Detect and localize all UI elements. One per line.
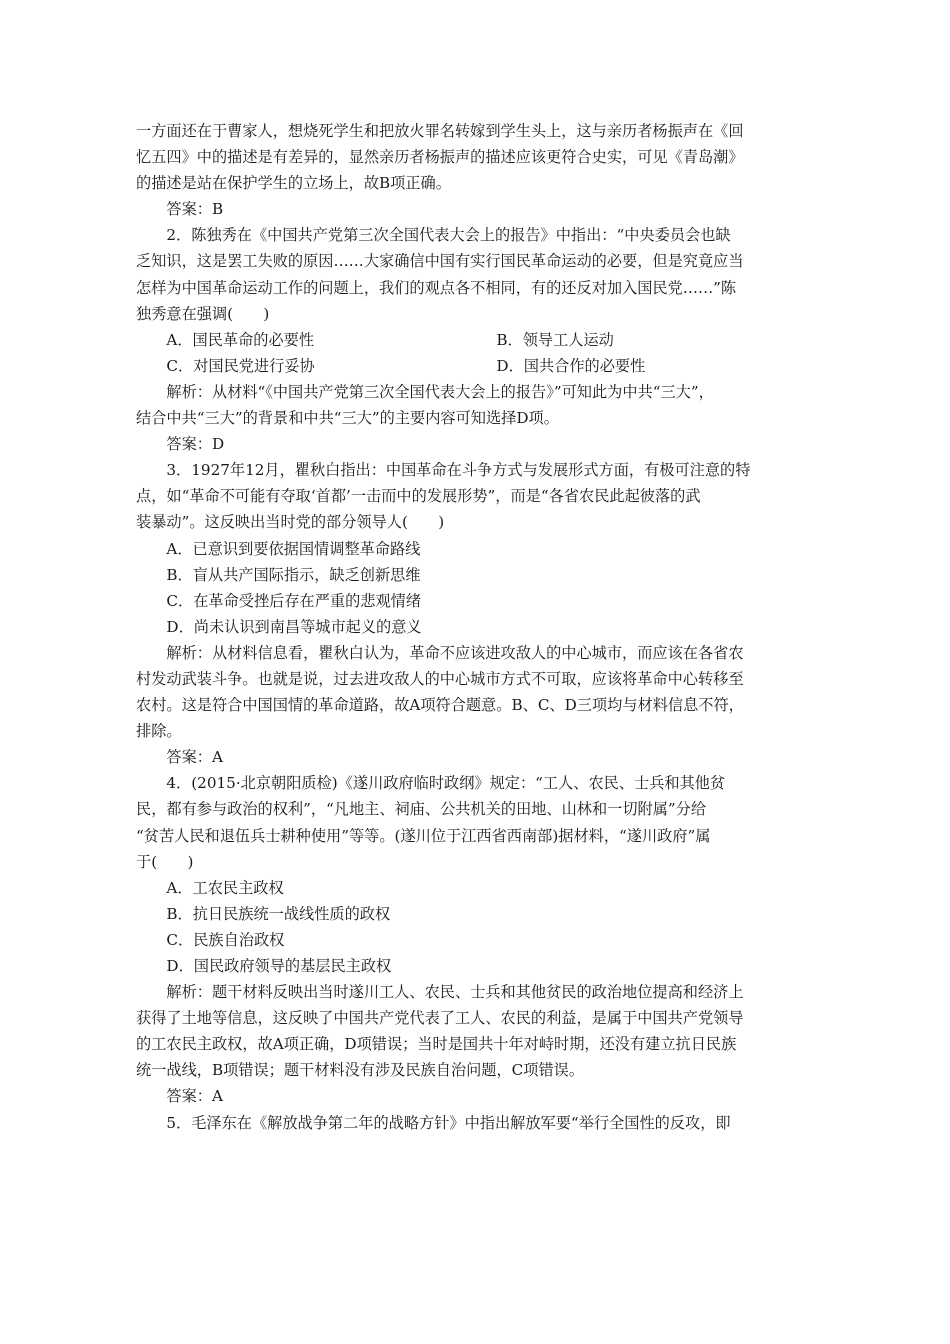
text-line: 获得了土地等信息，这反映了中国共产党代表了工人、农民的利益，是属于中国共产党领导 xyxy=(136,1009,744,1028)
text-line: 一方面还在于曹家人，想烧死学生和把放火罪名转嫁到学生头上，这与亲历者杨振声在《回 xyxy=(136,122,744,140)
option-c: C．在革命受挫后存在严重的悲观情绪 xyxy=(166,591,422,610)
answer-line: 答案：A xyxy=(166,1087,223,1106)
option-a: A．国民革命的必要性 xyxy=(166,330,315,349)
text-line: 乏知识，这是罢工失败的原因……大家确信中国有实行国民革命运动的必要，但是究竟应当 xyxy=(136,252,744,271)
answer-line: 答案：A xyxy=(166,748,223,767)
option-d: D．尚未认识到南昌等城市起义的意义 xyxy=(166,617,422,636)
text-line: 统一战线，B项错误；题干材料没有涉及民族自治问题，C项错误。 xyxy=(136,1061,585,1080)
answer-line: 答案：D xyxy=(166,435,225,454)
text-line: 装暴动”。这反映出当时党的部分领导人( ) xyxy=(136,513,445,532)
text-line: 点，如“革命不可能有夺取‘首都’一击而中的发展形势”，而是“各省农民此起彼落的武 xyxy=(136,487,701,506)
option-d: D．国民政府领导的基层民主政权 xyxy=(166,957,392,975)
text-line: 独秀意在强调( ) xyxy=(136,304,270,323)
text-line: 怎样为中国革命运动工作的问题上，我们的观点各不相同，有的还反对加入国民党……”陈 xyxy=(136,278,737,297)
document-page xyxy=(136,118,819,1136)
question-2-stem: 2．陈独秀在《中国共产党第三次全国代表大会上的报告》中指出：“中央委员会也缺 xyxy=(166,226,731,245)
option-row xyxy=(136,327,819,353)
text-line: “贫苦人民和退伍兵士耕种使用”等等。(遂川位于江西省西南部)据材料，“遂川政府”属 xyxy=(136,826,711,845)
answer-line: 答案：B xyxy=(166,200,224,219)
option-c: C．民族自治政权 xyxy=(166,930,285,949)
text-line: 的工农民主政权，故A项正确，D项错误；当时是国共十年对峙时期，还没有建立抗日民族 xyxy=(136,1035,737,1054)
option-b: B．盲从共产国际指示，缺乏创新思维 xyxy=(166,565,421,584)
analysis-line: 解析：题干材料反映出当时遂川工人、农民、士兵和其他贫民的政治地位提高和经济上 xyxy=(166,983,744,1002)
question-4-stem: 4．(2015·北京朝阳质检)《遂川政府临时政纲》规定：“工人、农民、士兵和其他贫 xyxy=(166,774,726,793)
text-line: 结合中共“三大”的背景和中共“三大”的主要内容可知选择D项。 xyxy=(136,409,559,428)
text-line: 排除。 xyxy=(136,722,182,741)
option-d: D．国共合作的必要性 xyxy=(496,356,646,375)
text-line: 的描述是站在保护学生的立场上，故B项正确。 xyxy=(136,174,451,193)
text-line: 忆五四》中的描述是有差异的，显然亲历者杨振声的描述应该更符合史实，可见《青岛潮》 xyxy=(136,148,744,167)
text-line: 于( ) xyxy=(136,852,194,871)
option-a: A．已意识到要依据国情调整革命路线 xyxy=(166,539,421,558)
question-3-stem: 3．1927年12月，瞿秋白指出：中国革命在斗争方式与发展形式方面，有极可注意的特 xyxy=(166,461,751,480)
text-line: 民，都有参与政治的权利”，“凡地主、祠庙、公共机关的田地、山林和一切附属”分给 xyxy=(136,800,707,819)
text-line: 农村。这是符合中国国情的革命道路，故A项符合题意。B、C、D三项均与材料信息不符， xyxy=(136,696,744,715)
option-c: C．对国民党进行妥协 xyxy=(166,356,315,375)
text-line: 村发动武装斗争。也就是说，过去进攻敌人的中心城市方式不可取，应该将革命中心转移至 xyxy=(136,669,744,688)
analysis-line: 解析：从材料“《中国共产党第三次全国代表大会上的报告》”可知此为中共“三大”， xyxy=(166,382,714,401)
option-b: B．抗日民族统一战线性质的政权 xyxy=(166,904,391,923)
option-b: B．领导工人运动 xyxy=(496,330,614,349)
option-row xyxy=(136,353,819,379)
analysis-line: 解析：从材料信息看，瞿秋白认为，革命不应该进攻敌人的中心城市，而应该在各省农 xyxy=(166,643,744,662)
question-5-stem: 5．毛泽东在《解放战争第二年的战略方针》中指出解放军要“举行全国性的反攻，即 xyxy=(166,1113,731,1132)
option-a: A．工农民主政权 xyxy=(166,878,284,897)
